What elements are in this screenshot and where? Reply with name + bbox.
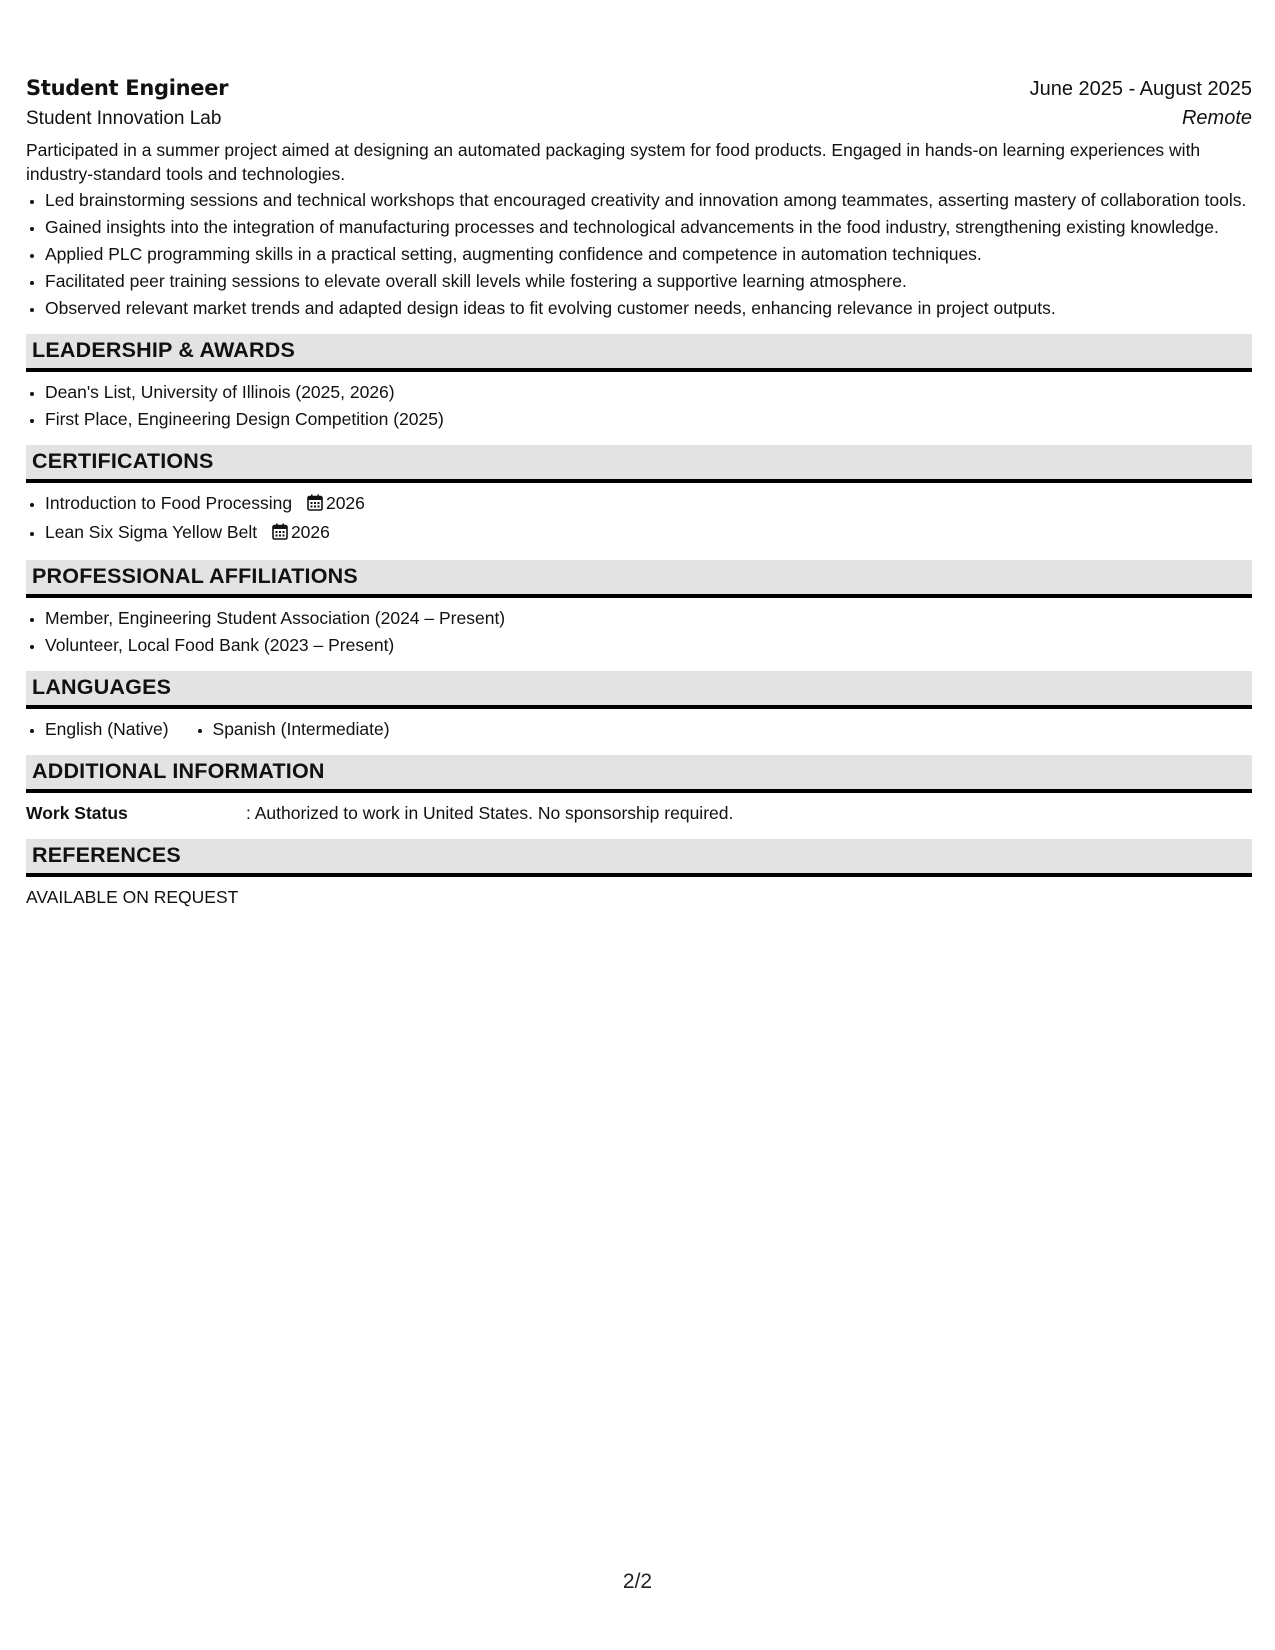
job-bullet: • Led brainstorming sessions and technical workshops that encouraged creativity and innovation among teammates, asserting mastery of collaboration tools. (45, 188, 1252, 212)
work-status-value: : Authorized to work in United States. No sponsorship required. (246, 803, 734, 823)
calendar-icon (272, 522, 288, 546)
job-organization: Student Innovation Lab (26, 108, 222, 129)
language-item: • English (Native) (45, 717, 169, 741)
job-bullet: • Observed relevant market trends and adapted design ideas to fit evolving customer needs, enhancing relevance in project outputs. (45, 296, 1252, 320)
certification-item (45, 520, 1252, 546)
certification-year: 2026 (325, 493, 365, 513)
experience-entry (26, 76, 1252, 320)
leadership-item: • Dean's List, University of Illinois (2025, 2026) (45, 380, 1252, 404)
job-description: Participated in a summer project aimed at designing an automated packaging system for food products. Engaged in hands-on learning experiences with industry-standard tools and technologies. (26, 140, 1201, 184)
section-heading-additional: ADDITIONAL INFORMATION (26, 755, 1252, 793)
section-heading-affiliations: PROFESSIONAL AFFILIATIONS (26, 560, 1252, 598)
certification-item (45, 491, 1252, 517)
certification-year: 2026 (290, 522, 330, 542)
work-status-row (26, 801, 1252, 825)
calendar-icon (307, 493, 323, 517)
page-number: 2/2 (622, 1570, 653, 1593)
certification-name: Introduction to Food Processing (45, 493, 293, 513)
leadership-list (26, 380, 1252, 431)
job-location: Remote (1181, 107, 1252, 129)
section-heading-languages: LANGUAGES (26, 671, 1252, 709)
resume-page (26, 76, 1252, 909)
job-bullet: • Applied PLC programming skills in a practical setting, augmenting confidence and competence in automation techniques. (45, 242, 1252, 266)
section-heading-certifications: CERTIFICATIONS (26, 445, 1252, 483)
job-bullet: • Gained insights into the integration of manufacturing processes and technological advancements in the food industry, strengthening existing knowledge. (45, 215, 1252, 239)
affiliation-item: • Member, Engineering Student Association (2024 – Present) (45, 606, 1252, 630)
affiliation-item: • Volunteer, Local Food Bank (2023 – Present) (45, 633, 1252, 657)
job-bullet: • Facilitated peer training sessions to elevate overall skill levels while fostering a supportive learning atmosphere. (45, 269, 1252, 293)
section-heading-leadership: LEADERSHIP & AWARDS (26, 334, 1252, 372)
languages-list (26, 717, 1252, 741)
references-text: AVAILABLE ON REQUEST (26, 887, 239, 907)
certifications-list (26, 491, 1252, 546)
certification-name: Lean Six Sigma Yellow Belt (45, 522, 258, 542)
affiliations-list (26, 606, 1252, 657)
language-item: • Spanish (Intermediate) (213, 717, 390, 741)
work-status-label: Work Status (26, 803, 128, 823)
job-bullets (26, 188, 1252, 320)
section-heading-references: REFERENCES (26, 839, 1252, 877)
job-dates: June 2025 - August 2025 (1029, 78, 1252, 100)
leadership-item: • First Place, Engineering Design Competition (2025) (45, 407, 1252, 431)
job-title: Student Engineer (26, 76, 229, 100)
